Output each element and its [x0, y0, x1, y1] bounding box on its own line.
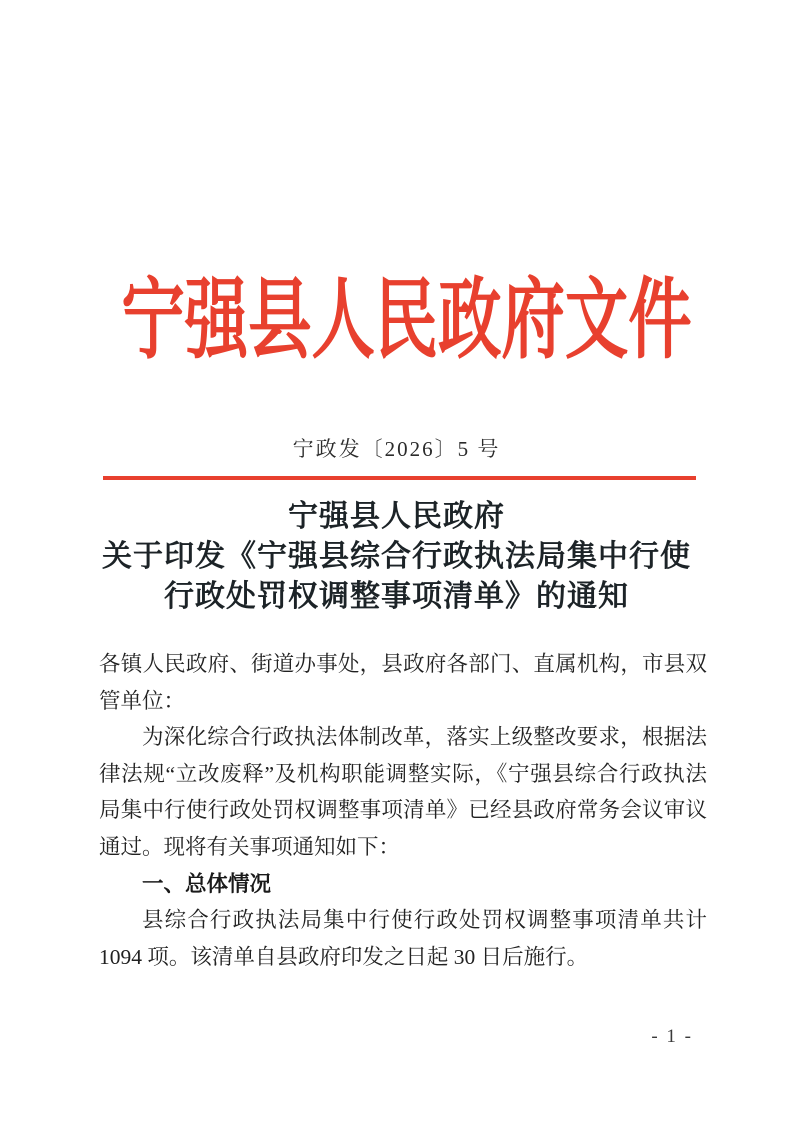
document-body: [99, 646, 707, 975]
document-banner-title: 宁强县人民政府文件: [121, 273, 692, 370]
document-title-line-3: 行政处罚权调整事项清单》的通知: [164, 580, 629, 613]
document-number: 宁政发〔2026〕5 号: [292, 437, 501, 461]
body-paragraph-1: 为深化综合行政执法体制改革，落实上级整改要求，根据法律法规“立改废释”及机构职能调整实际，《宁强县综合行政执法局集中行使行政处罚权调整事项清单》已经县政府常务会议审议通过。现将有关事项通知如下：: [99, 725, 707, 859]
document-title-line-2: 关于印发《宁强县综合行政执法局集中行使: [102, 540, 691, 573]
document-title: [0, 497, 793, 617]
salutation: 各镇人民政府、街道办事处，县政府各部门、直属机构，市县双管单位：: [99, 652, 707, 713]
red-separator-line: [103, 476, 696, 480]
section-1-paragraph: 县综合行政执法局集中行使行政处罚权调整事项清单共计 1094 项。该清单自县政府印发之日起 30 日后施行。: [99, 908, 707, 969]
section-1-heading: 一、总体情况: [142, 871, 272, 896]
document-title-line-1: 宁强县人民政府: [288, 500, 505, 533]
page-number: - 1 -: [651, 1026, 693, 1047]
